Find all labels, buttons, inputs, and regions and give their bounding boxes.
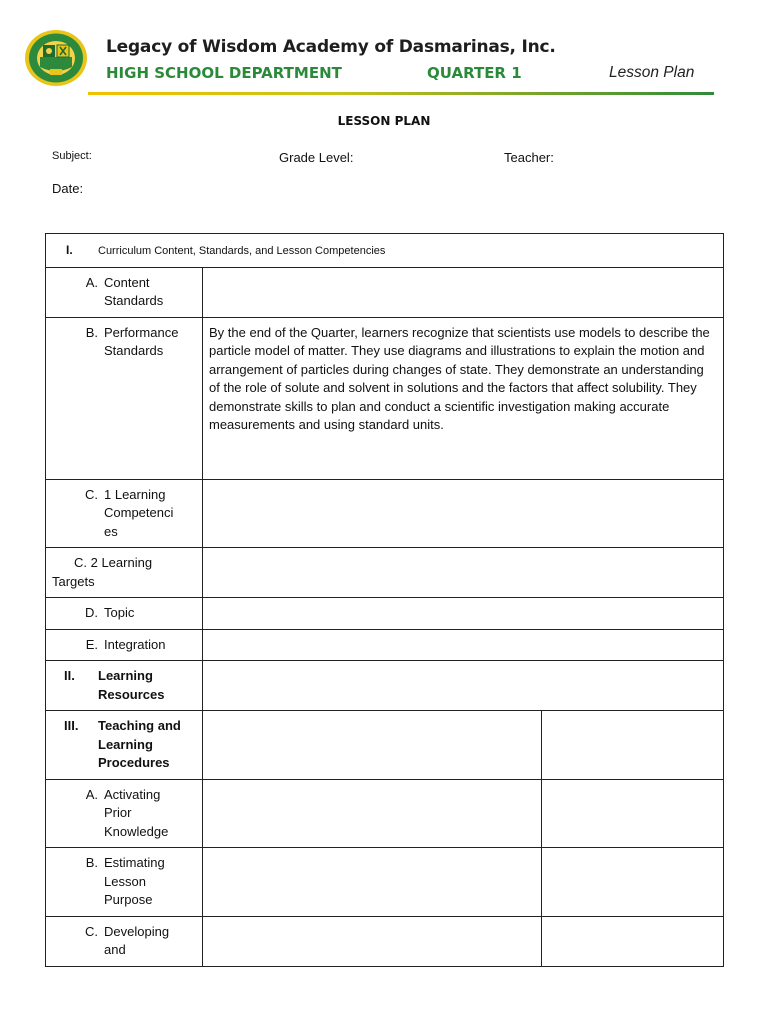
table-row: [46, 598, 724, 630]
document-type-tag: Lesson Plan: [609, 64, 695, 81]
row-label-learning-competencies: C. 1 Learning Competenci es: [46, 479, 203, 548]
table-row: [46, 661, 724, 711]
table-row: [46, 479, 724, 548]
section-header-learning-resources: II. Learning Resources: [46, 661, 203, 711]
school-seal-logo: [24, 29, 88, 87]
section-header-teaching-procedures: III. Teaching and Learning Procedures: [46, 711, 203, 780]
section-header-curriculum: I. Curriculum Content, Standards, and Lesson Competencies: [46, 234, 724, 268]
teaching-procedures-cell-2[interactable]: [542, 711, 724, 780]
table-row: [46, 548, 724, 598]
integration-value[interactable]: [203, 629, 724, 661]
estimating-cell-1[interactable]: [203, 848, 542, 917]
learning-competencies-value[interactable]: [203, 479, 724, 548]
table-row: [46, 711, 724, 780]
grade-level-field: Grade Level:: [279, 150, 354, 165]
teaching-procedures-cell-1[interactable]: [203, 711, 542, 780]
lesson-plan-table: [45, 233, 724, 967]
table-row: [46, 317, 724, 479]
content-standards-value[interactable]: [203, 267, 724, 317]
learning-targets-value[interactable]: [203, 548, 724, 598]
school-name: Legacy of Wisdom Academy of Dasmarinas, Inc.: [106, 37, 556, 57]
performance-standards-value[interactable]: By the end of the Quarter, learners recognize that scientists use models to describe the particle model of matter. They use diagrams and illustrations to explain the motion and arrangement of particles during changes of state. They demonstrate an understanding of the role of solute and solvent in solutions and the factors that affect solubility. They demonstrate skills to plan and conduct a scientific investigation making accurate measurements and using standard units.: [203, 317, 724, 479]
date-field: Date:: [52, 181, 84, 196]
row-label-activating-prior-knowledge: A. Activating Prior Knowledge: [46, 779, 203, 848]
table-row: [46, 267, 724, 317]
document-header: [0, 0, 768, 100]
row-label-performance-standards: B. Performance Standards: [46, 317, 203, 479]
table-row: [46, 629, 724, 661]
row-label-topic: D. Topic: [46, 598, 203, 630]
developing-cell-2[interactable]: [542, 916, 724, 966]
department-name: HIGH SCHOOL DEPARTMENT: [106, 64, 342, 82]
quarter-label: QUARTER 1: [427, 64, 522, 82]
header-divider: [88, 92, 714, 95]
row-label-developing: C. Developing and: [46, 916, 203, 966]
row-label-content-standards: A. Content Standards: [46, 267, 203, 317]
table-row: [46, 234, 724, 268]
learning-resources-value[interactable]: [203, 661, 724, 711]
row-label-estimating-lesson-purpose: B. Estimating Lesson Purpose: [46, 848, 203, 917]
activating-cell-2[interactable]: [542, 779, 724, 848]
row-label-integration: E. Integration: [46, 629, 203, 661]
topic-value[interactable]: [203, 598, 724, 630]
row-label-learning-targets: C. 2 Learning Targets: [46, 548, 203, 598]
table-row: [46, 848, 724, 917]
table-row: [46, 779, 724, 848]
teacher-field: Teacher:: [504, 150, 554, 165]
subject-field: Subject:: [52, 150, 92, 162]
activating-cell-1[interactable]: [203, 779, 542, 848]
document-title: LESSON PLAN: [337, 114, 431, 128]
developing-cell-1[interactable]: [203, 916, 542, 966]
estimating-cell-2[interactable]: [542, 848, 724, 917]
table-row: [46, 916, 724, 966]
section-label: Curriculum Content, Standards, and Lesson Competencies: [98, 245, 386, 257]
